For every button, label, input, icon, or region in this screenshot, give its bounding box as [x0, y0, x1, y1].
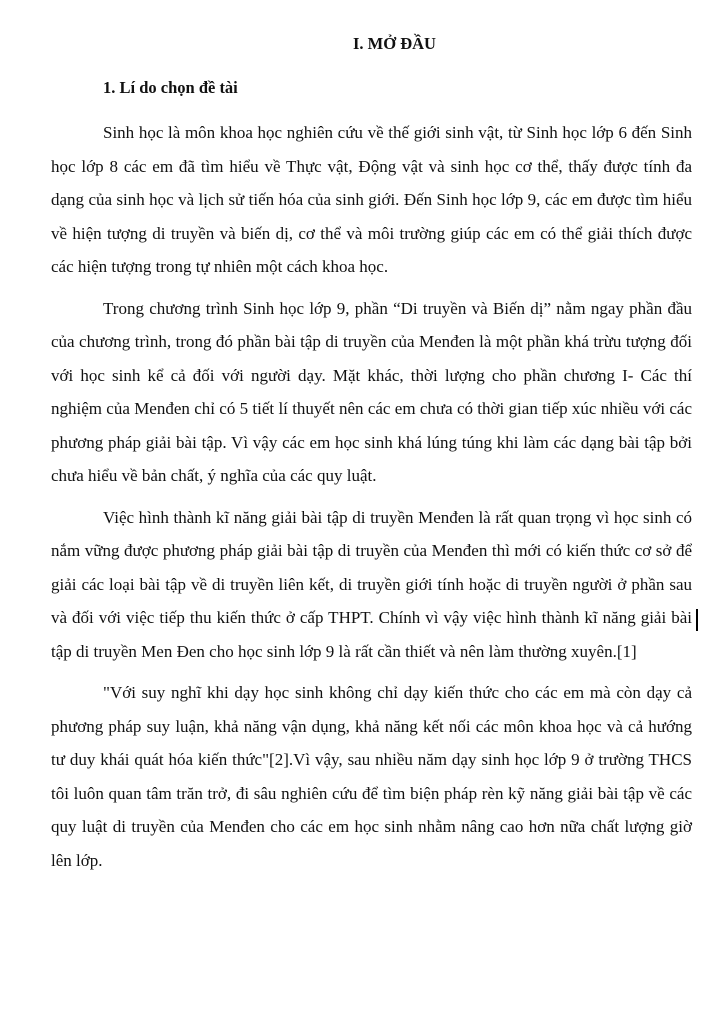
paragraph-1: Sinh học là môn khoa học nghiên cứu về thế giới sinh vật, từ Sinh học lớp 6 đến Sinh học lớp 8 các em đã tìm hiểu về Thực vật, Động vật và sinh học cơ thể, thấy được tính đa dạng của sinh học và lịch sử tiến hóa của sinh giới. Đến Sinh học lớp 9, các em được tìm hiểu về hiện tượng di truyền và biến dị, cơ thể và môi trường giúp các em có thể giải thích được các hiện tượng trong tự nhiên một cách khoa học. — [51, 123, 692, 276]
section-title: I. MỞ ĐẦU — [353, 34, 436, 53]
document-body — [51, 116, 692, 877]
text-cursor — [696, 609, 698, 631]
subsection-title: 1. Lí do chọn đề tài — [103, 78, 238, 97]
paragraph-4: "Với suy nghĩ khi dạy học sinh không chỉ dạy kiến thức cho các em mà còn dạy cả phương pháp suy luận, khả năng vận dụng, khả năng kết nối các môn khoa học và cả hướng tư duy khái quát hóa kiến thức"[2].Vì vậy, sau nhiều năm dạy sinh học lớp 9 ở trường THCS tôi luôn quan tâm trăn trở, đi sâu nghiên cứu để tìm biện pháp rèn kỹ năng giải bài tập về các quy luật di truyền của Menđen cho các em học sinh nhằm nâng cao hơn nữa chất lượng giờ lên lớp. — [51, 683, 692, 870]
paragraph-3: Việc hình thành kĩ năng giải bài tập di truyền Menđen là rất quan trọng vì học sinh có nắm vững được phương pháp giải bài tập di truyền của Menđen thì mới có kiến thức cơ sở để giải các loại bài tập về di truyền liên kết, di truyền giới tính hoặc di truyền người ở phần sau và đối với việc tiếp thu kiến thức ở cấp THPT. Chính vì vậy việc hình thành kĩ năng giải bài tập di truyền Men Đen cho học sinh lớp 9 là rất cần thiết và nên làm thường xuyên.[1] — [51, 507, 692, 661]
paragraph-2: Trong chương trình Sinh học lớp 9, phần “Di truyền và Biến dị” nằm ngay phần đầu của chương trình, trong đó phần bài tập di truyền của Menđen là một phần khá trừu tượng đối với học sinh kể cả đối với người dạy. Mặt khác, thời lượng cho phần chương I- Các thí nghiệm của Menđen chỉ có 5 tiết lí thuyết nên các em chưa có thời gian tiếp xúc nhiều với các phương pháp giải bài tập. Vì vậy các em học sinh khá lúng túng khi làm các dạng bài tập bởi chưa hiểu về bản chất, ý nghĩa của các quy luật. — [51, 298, 692, 485]
